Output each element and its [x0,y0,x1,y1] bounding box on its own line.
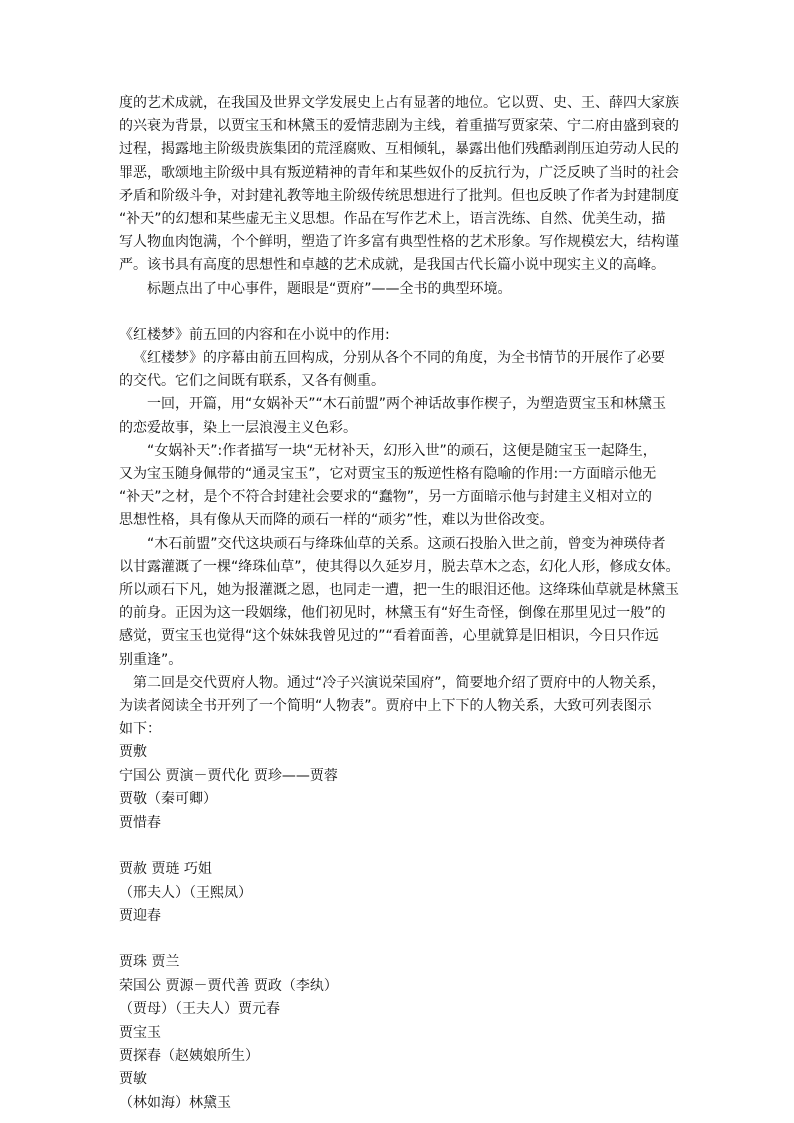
tree-line: 贾珠 贾兰 [119,954,180,971]
document-page [119,92,679,1115]
text-line: 标题点出了中心事件，题眼是“贾府”——全书的典型环境。 [147,280,512,297]
text-line: 以甘露灌溉了一棵“绛珠仙草”，使其得以久延岁月，脱去草木之态，幻化人形，修成女体。 [119,558,680,575]
text-line: 写人物血肉饱满，个个鲜明，塑造了许多富有典型性格的艺术形象。写作规模宏大，结构谨 [119,234,679,251]
text-line: 感觉，贾宝玉也觉得“这个妹妹我曾见过的”“看着面善，心里就算是旧相识，今日只作远 [119,628,659,645]
text-line: 思想性格，具有像从天而降的顽石一样的“顽劣”性，难以为世俗改变。 [119,512,554,529]
text-line: 别重逢”。 [119,651,183,668]
tree-line: 贾探春（赵姨娘所生） [119,1047,259,1064]
tree-line: 贾敬（秦可卿） [119,791,217,808]
family-tree [119,741,679,1115]
tree-line: （贾母）（王夫人）贾元春 [119,1001,280,1018]
text-line: 过程，揭露地主阶级贵族集团的荒淫腐败、互相倾轧，暴露出他们残酷剥削压迫劳动人民的 [119,141,679,158]
tree-line: 贾惜春 [119,814,161,831]
tree-line: 荣国公 贾源－贾代善 贾政（李纨） [119,977,338,994]
tree-line: 贾敏 [119,1071,147,1088]
text-line: “补天”的幻想和某些虚无主义思想。作品在写作艺术上，语言洗练、自然、优美生动，描 [119,211,666,228]
text-line: “木石前盟”交代这块顽石与绛珠仙草的关系。这顽石投胎入世之前，曾变为神瑛侍者 [147,535,666,552]
tree-line: 贾敷 [119,744,147,761]
intro-paragraph [119,92,679,301]
text-line: 的恋爱故事，染上一层浪漫主义色彩。 [119,419,357,436]
text-line: 罪恶，歌颂地主阶级中具有叛逆精神的青年和某些奴仆的反抗行为，广泛反映了当时的社会 [119,164,679,181]
text-line: 的交代。它们之间既有联系，又各有侧重。 [119,373,385,390]
spacer [119,928,679,951]
text-line: 为读者阅读全书开列了一个简明“人物表”。贾府中上下下的人物关系，大致可列表图示 [119,698,652,715]
text-line: 《红楼梦》的序幕由前五回构成，分别从各个不同的角度，为全书情节的开展作了必要 [133,350,665,367]
text-line: 一回，开篇，用“女娲补天”“木石前盟”两个神话故事作楔子，为塑造贾宝玉和林黛玉 [147,396,667,413]
tree-line: （邢夫人）（王熙凤） [119,884,252,901]
text-line: 严。该书具有高度的思想性和卓越的艺术成就，是我国古代长篇小说中现实主义的高峰。 [119,257,665,274]
text-line: 又为宝玉随身佩带的“通灵宝玉”，它对贾宝玉的叛逆性格有隐喻的作用:一方面暗示他无 [119,466,657,483]
tree-line: 贾迎春 [119,907,161,924]
text-line: 矛盾和阶级斗争，对封建礼教等地主阶级传统思想进行了批判。但也反映了作者为封建制度 [119,187,679,204]
spacer [119,301,679,324]
tree-line: 贾赦 贾琏 巧姐 [119,861,212,878]
text-line: 的兴衰为背景，以贾宝玉和林黛玉的爱情悲剧为主线，着重描写贾家荣、宁二府由盛到衰的 [119,118,679,135]
text-line: 的前身。正因为这一段姻缘，他们初见时，林黛玉有“好生奇怪，倒像在那里见过一般”的 [119,605,666,622]
section-body [119,347,679,741]
text-line: “女娲补天”:作者描写一块“无材补天，幻形入世”的顽石，这便是随宝玉一起降生， [147,442,657,459]
text-line: “补天”之材，是个不符合封建社会要求的“蠢物”，另一方面暗示他与封建主义相对立的 [119,489,653,506]
tree-line: 贾宝玉 [119,1024,161,1041]
text-line: 所以顽石下凡，她为报灌溉之恩，也同走一遭，把一生的眼泪还他。这绛珠仙草就是林黛玉 [119,582,679,599]
tree-line: 宁国公 贾演－贾代化 贾珍——贾蓉 [119,767,338,784]
section-heading: 《红楼梦》前五回的内容和在小说中的作用: [119,326,390,343]
tree-line: （林如海）林黛玉 [119,1094,231,1111]
text-line: 度的艺术成就，在我国及世界文学发展史上占有显著的地位。它以贾、史、王、薛四大家族 [119,95,679,111]
text-line: 第二回是交代贾府人物。通过“冷子兴演说荣国府”，简要地介绍了贾府中的人物关系， [133,674,666,691]
spacer [119,835,679,858]
text-line: 如下： [119,721,161,738]
